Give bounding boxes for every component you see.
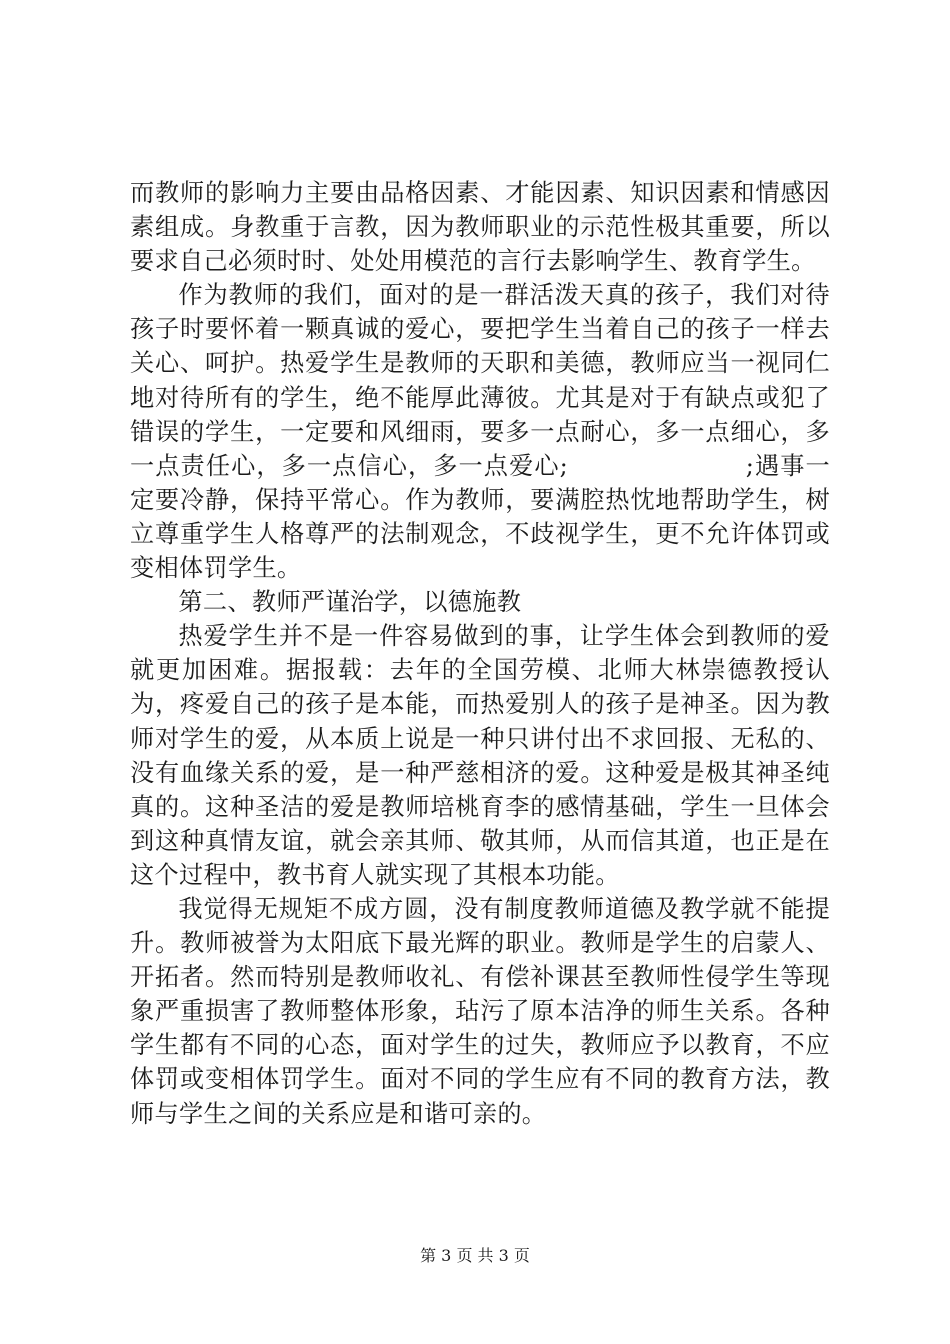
paragraph-2: 作为教师的我们，面对的是一群活泼天真的孩子，我们对待孩子时要怀着一颗真诚的爱心，要把学生当着自己的孩子一样去关心、呵护。热爱学生是教师的天职和美德，教师应当一视同仁地对待所有的学生，绝不能厚此薄彼。尤其是对于有缺点或犯了错误的学生，一定要和风细雨，要多一点耐心，多一点细心，多一点责任心，多一点信心，多一点爱心; ;遇事一定要冷静，保持平常心。作为教师，要满腔热忱地帮助学生，树立尊重学生人格尊严的法制观念，不歧视学生，更不允许体罚或变相体罚学生。: [130, 281, 830, 583]
page-footer: 第 3 页 共 3 页: [420, 1246, 530, 1265]
paragraph-1: 而教师的影响力主要由品格因素、才能因素、知识因素和情感因素组成。身教重于言教，因为教师职业的示范性极其重要，所以要求自己必须时时、处处用模范的言行去影响学生、教育学生。: [130, 179, 830, 276]
paragraph-4: 我觉得无规矩不成方圆，没有制度教师道德及教学就不能提升。教师被誉为太阳底下最光辉的职业。教师是学生的启蒙人、开拓者。然而特别是教师收礼、有偿补课甚至教师性侵学生等现象严重损害了教师整体形象，玷污了原本洁净的师生关系。各种学生都有不同的心态，面对学生的过失，教师应予以教育，不应体罚或变相体罚学生。面对不同的学生应有不同的教育方法，教师与学生之间的关系应是和谐可亲的。: [130, 894, 830, 1128]
paragraph-3: 热爱学生并不是一件容易做到的事，让学生体会到教师的爱就更加困难。据报载：去年的全国劳模、北师大林崇德教授认为，疼爱自己的孩子是本能，而热爱别人的孩子是神圣。因为教师对学生的爱，从本质上说是一种只讲付出不求回报、无私的、没有血缘关系的爱，是一种严慈相济的爱。这种爱是极其神圣纯真的。这种圣洁的爱是教师培桃育李的感情基础，学生一旦体会到这种真情友谊，就会亲其师、敬其师，从而信其道，也正是在这个过程中，教书育人就实现了其根本功能。: [130, 622, 830, 889]
section-heading: 第二、教师严谨治学，以德施教: [178, 588, 522, 617]
document-body: [130, 176, 830, 1131]
